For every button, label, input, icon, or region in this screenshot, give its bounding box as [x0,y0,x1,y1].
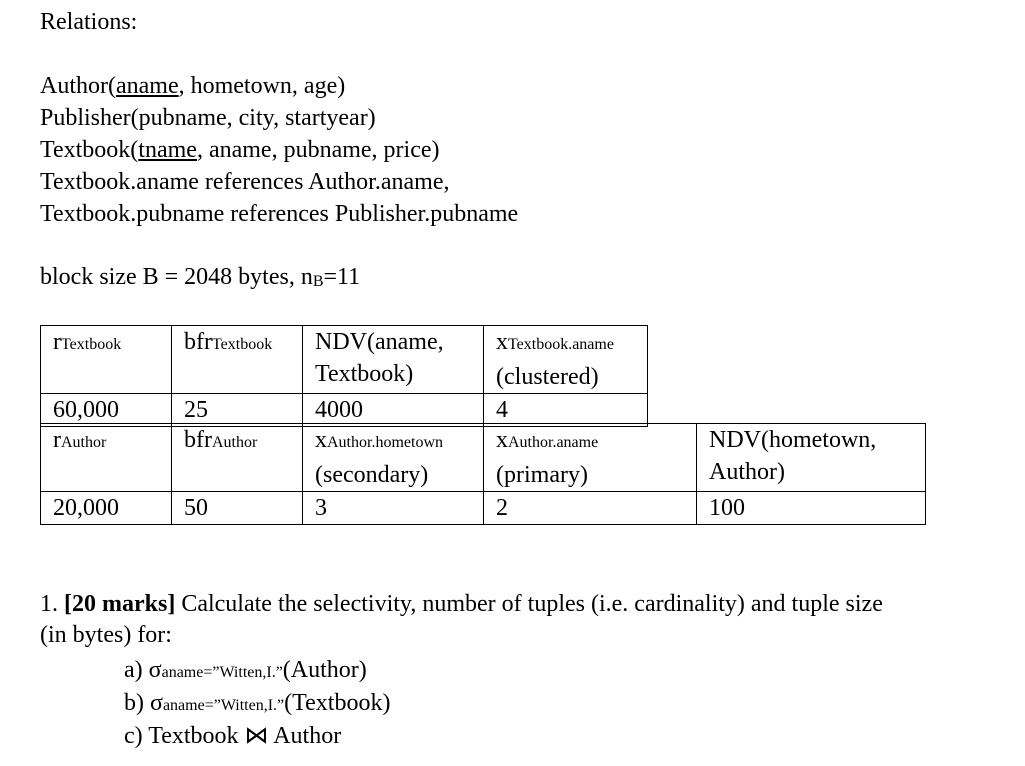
cell-text: (secondary) [315,462,429,488]
cell-subscript: Author [61,434,107,451]
cell-text: bfr [184,329,212,355]
table-row [41,424,926,492]
cell-text: bfr [184,427,212,453]
table-row [41,326,648,394]
author-relation [40,72,345,100]
table-cell: 20,000 [41,492,172,525]
table-cell [41,326,172,394]
textbook-relation [40,136,440,164]
author-prefix: Author( [40,73,116,99]
author-suffix: , hometown, age) [178,73,346,99]
question-line-1 [40,590,883,618]
table-row [41,492,926,525]
cell-subscript: Textbook [61,336,122,353]
table-cell [303,326,484,394]
table-cell [303,424,484,492]
textbook-stats-table [40,325,648,427]
textbook-suffix: , aname, pubname, price) [196,137,440,163]
relation-name: (Textbook) [284,690,391,716]
table-cell: 100 [697,492,926,525]
block-size [40,263,360,294]
author-key: aname [115,73,179,99]
foreign-key-1: Textbook.aname references Author.aname, [40,169,450,195]
table-cell: 4 [484,394,648,427]
table-cell [697,424,926,492]
cell-text: Author) [709,459,785,485]
table-cell: 4000 [303,394,484,427]
table-row [41,394,648,427]
cell-subscript: Author [211,434,258,451]
table-cell: 3 [303,492,484,525]
textbook-key: tname [138,137,197,163]
subquestion-label: a) [124,657,149,683]
question-text: Calculate the selectivity, number of tuples (i.e. cardinality) and tuple size [175,591,883,617]
table-cell [172,326,303,394]
table-cell: 60,000 [41,394,172,427]
question-number: 1. [40,591,64,617]
cell-text: (primary) [496,462,588,488]
table-cell [41,424,172,492]
cell-subscript: Textbook [211,336,273,353]
author-stats-table [40,423,926,525]
block-sub: B [312,273,324,290]
question-marks: [20 marks] [64,591,176,617]
relation-name: (Author) [282,657,367,683]
cell-text: Textbook) [315,361,414,387]
cell-text: NDV(aname, [315,329,444,355]
table-cell [484,326,648,394]
publisher-relation: Publisher(pubname, city, startyear) [40,105,376,131]
cell-text: x [496,329,508,355]
cell-subscript: Author.hometown [327,434,443,451]
foreign-key-2: Textbook.pubname references Publisher.pubname [40,201,519,227]
selection-condition: aname=”Witten,I.” [161,664,283,681]
table-cell: 50 [172,492,303,525]
subquestion-b [124,689,390,720]
subquestion-c: c) Textbook ⋈ Author [124,723,342,749]
table-cell: 25 [172,394,303,427]
cell-text: r [53,329,61,355]
textbook-prefix: Textbook( [40,137,139,163]
block-prefix: block size B = 2048 bytes, n [40,264,313,290]
cell-text: r [53,427,61,453]
question-line-2: (in bytes) for: [40,622,172,648]
cell-text: (clustered) [496,364,599,390]
sigma-symbol: σ [148,657,162,683]
cell-text: NDV(hometown, [709,427,877,453]
subquestion-label: b) [124,690,150,716]
heading: Relations: [40,9,138,35]
table-cell: 2 [484,492,697,525]
block-suffix: =11 [323,264,361,290]
table-cell [172,424,303,492]
cell-subscript: Author.aname [508,434,599,451]
sigma-symbol: σ [150,690,163,716]
cell-text: x [496,427,508,453]
selection-condition: aname=”Witten,I.” [162,697,285,714]
cell-text: x [315,427,327,453]
table-cell [484,424,697,492]
cell-subscript: Textbook.aname [508,336,614,353]
subquestion-a [124,656,367,687]
